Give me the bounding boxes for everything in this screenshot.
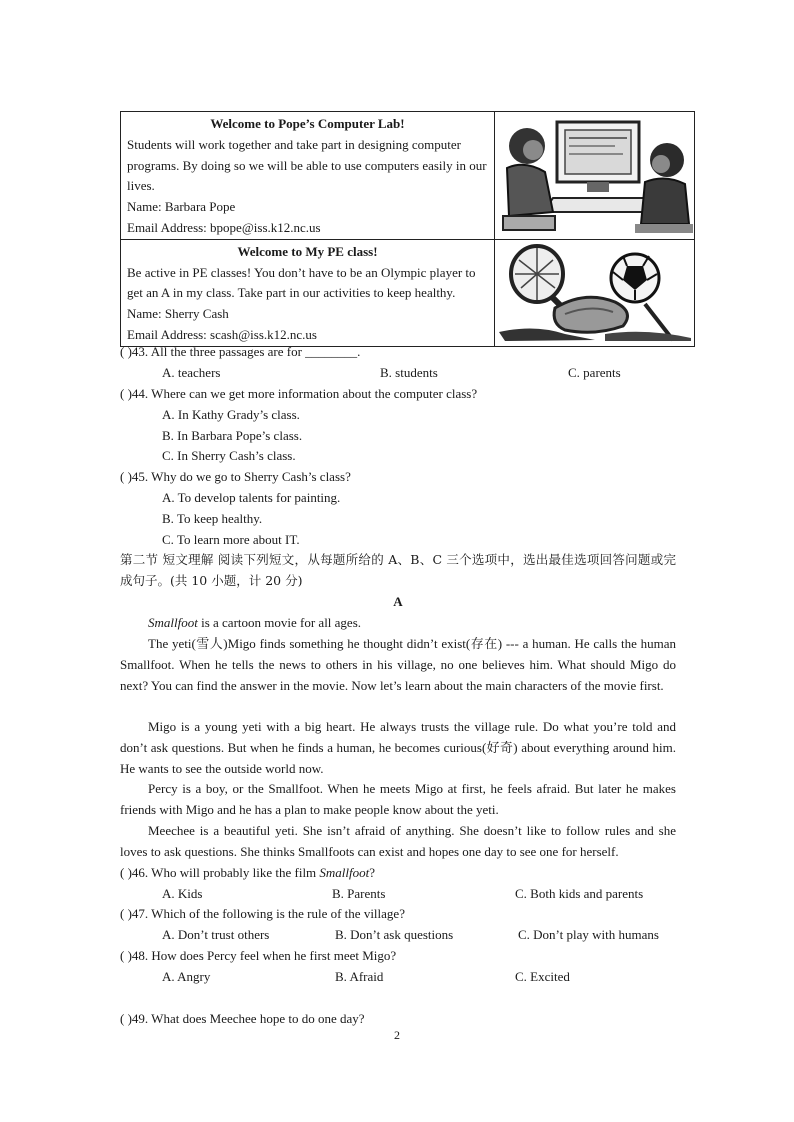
question-45-stem: ( )45. Why do we go to Sherry Cash’s class? <box>120 469 351 484</box>
q43-option-c: C. parents <box>568 365 621 380</box>
question-46-stem <box>120 863 375 883</box>
passage-label: A <box>393 594 403 609</box>
ad-text-cell <box>121 239 495 346</box>
ads-table <box>120 111 695 347</box>
q48-option-a: A. Angry <box>162 969 211 984</box>
q45-option-a: A. To develop talents for painting. <box>162 490 341 505</box>
q48-option-c: C. Excited <box>515 969 570 984</box>
q44-option-a: A. In Kathy Grady’s class. <box>162 407 300 422</box>
question-49-stem: ( )49. What does Meechee hope to do one day? <box>120 1011 365 1026</box>
q47-option-a: A. Don’t trust others <box>162 927 270 942</box>
ad-body: Be active in PE classes! You don’t have to be an Olympic player to get an A in my class. Take part in our activities to keep healthy. <box>127 264 476 301</box>
ad-email: Email Address: scash@iss.k12.nc.us <box>127 326 317 342</box>
q46-option-b: B. Parents <box>332 886 386 901</box>
q47-option-b: B. Don’t ask questions <box>335 927 454 942</box>
passage-paragraph-1 <box>120 613 676 634</box>
ad-title: Welcome to Pope’s Computer Lab! <box>210 116 405 131</box>
question-44-stem: ( )44. Where can we get more information about the computer class? <box>120 386 478 401</box>
ad-image-cell <box>495 239 695 346</box>
q48-option-b: B. Afraid <box>335 969 384 984</box>
paragraph-1-text: is a cartoon movie for all ages. <box>197 615 362 630</box>
q46-stem-text: ( )46. Who will probably like the film <box>120 865 320 880</box>
q46-film-title: Smallfoot <box>319 865 370 880</box>
children-at-computer-icon <box>495 112 694 235</box>
q45-option-c: C. To learn more about IT. <box>162 532 300 547</box>
ad-title: Welcome to My PE class! <box>237 243 378 259</box>
sports-equipment-icon <box>495 240 694 343</box>
ad-image-cell <box>495 112 695 240</box>
ad-contact-name: Name: Sherry Cash <box>127 306 229 322</box>
ad-contact-name: Name: Barbara Pope <box>127 199 236 215</box>
q44-option-c: C. In Sherry Cash’s class. <box>162 448 296 463</box>
passage-paragraph-5: Meechee is a beautiful yeti. She isn’t afraid of anything. She doesn’t like to follow rules and she loves to ask questions. She thinks Smallfoots can exist and hopes one day to see one for herself. <box>120 823 676 859</box>
q46-option-c: C. Both kids and parents <box>515 886 644 901</box>
q46-stem-end: ? <box>369 865 376 880</box>
page-number: 2 <box>394 1028 400 1042</box>
q43-option-a: A. teachers <box>162 365 221 380</box>
q43-option-b: B. students <box>380 365 438 380</box>
q44-option-b: B. In Barbara Pope’s class. <box>162 428 303 443</box>
ad-row-pe-class <box>121 239 695 346</box>
ad-row-computer-lab <box>121 112 695 240</box>
ad-email: Email Address: bpope@iss.k12.nc.us <box>127 219 321 235</box>
section-instructions: 第二节 短文理解 阅读下列短文，从每题所给的 A、B、C 三个选项中，选出最佳选项回答问题或完成句子。(共 10 小题，计 20 分) <box>120 552 676 588</box>
ad-text-cell <box>121 112 495 240</box>
passage-paragraph-3: Migo is a young yeti with a big heart. He always trusts the village rule. Do what you’re told and don’t ask questions. But when he finds a human, he becomes curious(好奇) about everything around him. He wants to see the outside world now. <box>120 719 676 776</box>
passage-paragraph-4: Percy is a boy, or the Smallfoot. When he meets Migo at first, he feels afraid. But later he makes friends with Migo and he has a plan to make people know about the yeti. <box>120 781 676 817</box>
question-48-stem: ( )48. How does Percy feel when he first meet Migo? <box>120 948 397 963</box>
passage-paragraph-2: The yeti(雪人)Migo finds something he thought didn’t exist(存在) --- a human. He calls the human Smallfoot. When he tells the news to others in his village, no one believes him. What should Migo do next? You can find the answer in the movie. Now let’s learn about the main characters of the movie first. <box>120 636 676 693</box>
q47-option-c: C. Don’t play with humans <box>518 927 659 942</box>
ad-body: Students will work together and take part in designing computer programs. By doing so we will be able to use computers easily in our lives. <box>127 136 487 194</box>
q45-option-b: B. To keep healthy. <box>162 511 263 526</box>
question-47-stem: ( )47. Which of the following is the rule of the village? <box>120 906 405 921</box>
movie-title: Smallfoot <box>148 615 198 630</box>
q46-option-a: A. Kids <box>162 886 203 901</box>
question-43-stem: ( )43. All the three passages are for ________. <box>120 344 361 359</box>
